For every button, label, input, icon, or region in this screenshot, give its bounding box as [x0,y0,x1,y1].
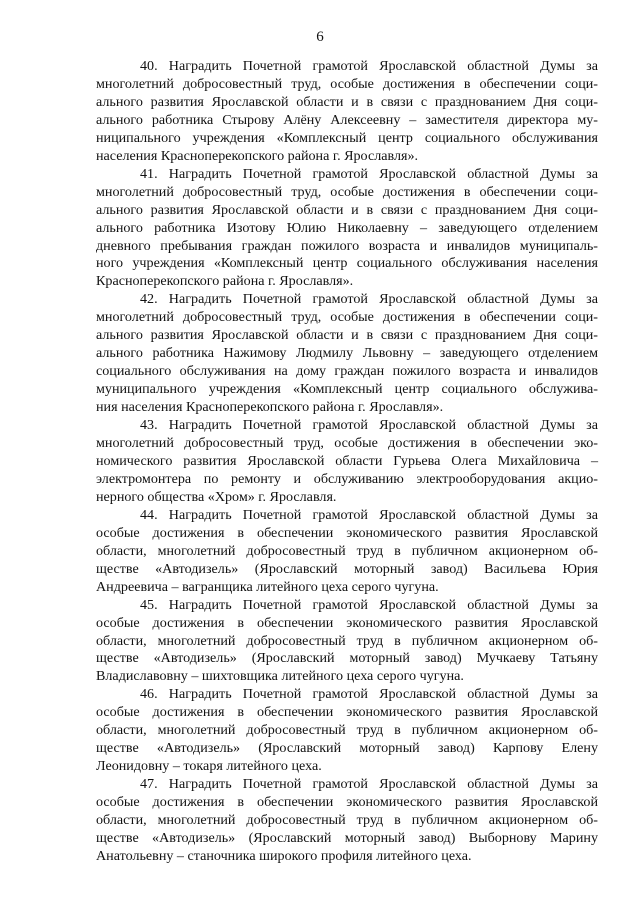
paragraph-line: области, многолетний добросовестный труд в публичном акционерном об- [96,542,598,559]
paragraph-line: особые достижения в обеспечении экономического развития Ярославской [96,524,598,541]
paragraph-line: ществе «Автодизель» (Ярославский моторный завод) Карпову Елену [96,740,598,757]
paragraph-line: области, многолетний добросовестный труд в публичном акционерном об- [96,812,598,829]
paragraph-line: ществе «Автодизель» (Ярославский моторный завод) Выборнову Марину [96,829,598,846]
paragraph-line: области, многолетний добросовестный труд в публичном акционерном об- [96,632,598,649]
paragraph-line: дневного пребывания граждан пожилого возраста и инвалидов муниципаль- [96,237,598,254]
paragraph-line: особые достижения в обеспечении экономического развития Ярославской [96,614,598,631]
paragraph-line: ния населения Красноперекопского района г. Ярославля». [96,399,444,416]
paragraph-line: Красноперекопского района г. Ярославля». [96,273,354,290]
resolution-paragraph [96,507,598,597]
paragraph-line: ществе «Автодизель» (Ярославский моторный завод) Васильева Юрия [96,560,598,577]
paragraph-line: ниципального учреждения «Комплексный центр социального обслуживания [96,129,598,146]
paragraph-line: ального работника Стырову Алёну Алексеевну – заместителя директора му- [96,111,598,128]
resolution-paragraph [96,597,598,687]
paragraph-line: 43. Наградить Почетной грамотой Ярославской областной Думы за [140,417,598,434]
paragraph-line: 47. Наградить Почетной грамотой Ярославской областной Думы за [140,776,598,793]
paragraph-line: Андреевича – вагранщика литейного цеха серого чугуна. [96,578,439,595]
paragraph-line: многолетний добросовестный труд, особые достижения в обеспечении соци- [96,309,598,326]
paragraph-line: 40. Наградить Почетной грамотой Ярославской областной Думы за [140,58,598,74]
resolution-paragraph [96,686,598,776]
document-body [96,58,598,866]
paragraph-line: Анатольевну – станочника широкого профиля литейного цеха. [96,847,472,864]
paragraph-line: ального работника Нажимову Людмилу Львовну – заведующего отделением [96,345,598,362]
paragraph-line: социального обслуживания на дому граждан пожилого возраста и инвалидов [96,363,598,380]
paragraph-line: электромонтера по ремонту и обслуживанию электрооборудования акцио- [96,470,598,487]
resolution-paragraph [96,776,598,866]
paragraph-line: 46. Наградить Почетной грамотой Ярославской областной Думы за [140,686,598,703]
paragraph-line: 42. Наградить Почетной грамотой Ярославской областной Думы за [140,291,598,308]
paragraph-line: Леонидовну – токаря литейного цеха. [96,758,322,775]
paragraph-line: 44. Наградить Почетной грамотой Ярославской областной Думы за [140,506,598,523]
paragraph-line: номического развития Ярославской области Гурьева Олега Михайловича – [96,452,598,469]
paragraph-line: ального развития Ярославской области и в связи с празднованием Дня соци- [96,201,598,218]
paragraph-line: ального работника Изотову Юлию Николаевну – заведующего отделением [96,219,598,236]
resolution-paragraph [96,166,598,292]
paragraph-line: особые достижения в обеспечении экономического развития Ярославской [96,794,598,811]
paragraph-line: ального развития Ярославской области и в связи с празднованием Дня соци- [96,93,598,110]
paragraph-line: Владиславовну – шихтовщика литейного цеха серого чугуна. [96,668,464,685]
resolution-paragraph [96,58,598,166]
paragraph-line: области, многолетний добросовестный труд в публичном акционерном об- [96,722,598,739]
page-number: 6 [316,29,324,45]
paragraph-line: многолетний добросовестный труд, особые достижения в обеспечении соци- [96,183,598,200]
paragraph-line: 41. Наградить Почетной грамотой Ярославской областной Думы за [140,165,598,182]
paragraph-line: ществе «Автодизель» (Ярославский моторный завод) Мучкаеву Татьяну [96,650,598,667]
paragraph-line: ного учреждения «Комплексный центр социального обслуживания населения [96,255,598,272]
paragraph-line: населения Красноперекопского района г. Ярославля». [96,147,419,164]
paragraph-line: 45. Наградить Почетной грамотой Ярославской областной Думы за [140,596,598,613]
resolution-paragraph [96,417,598,507]
paragraph-line: ального развития Ярославской области и в связи с празднованием Дня соци- [96,327,598,344]
paragraph-line: особые достижения в обеспечении экономического развития Ярославской [96,704,598,721]
paragraph-line: муниципального учреждения «Комплексный центр социального обслужива- [96,381,598,398]
resolution-paragraph [96,291,598,417]
paragraph-line: многолетний добросовестный труд, особые достижения в обеспечении эко- [96,435,598,452]
paragraph-line: многолетний добросовестный труд, особые достижения в обеспечении соци- [96,75,598,92]
paragraph-line: нерного общества «Хром» г. Ярославля. [96,488,337,505]
